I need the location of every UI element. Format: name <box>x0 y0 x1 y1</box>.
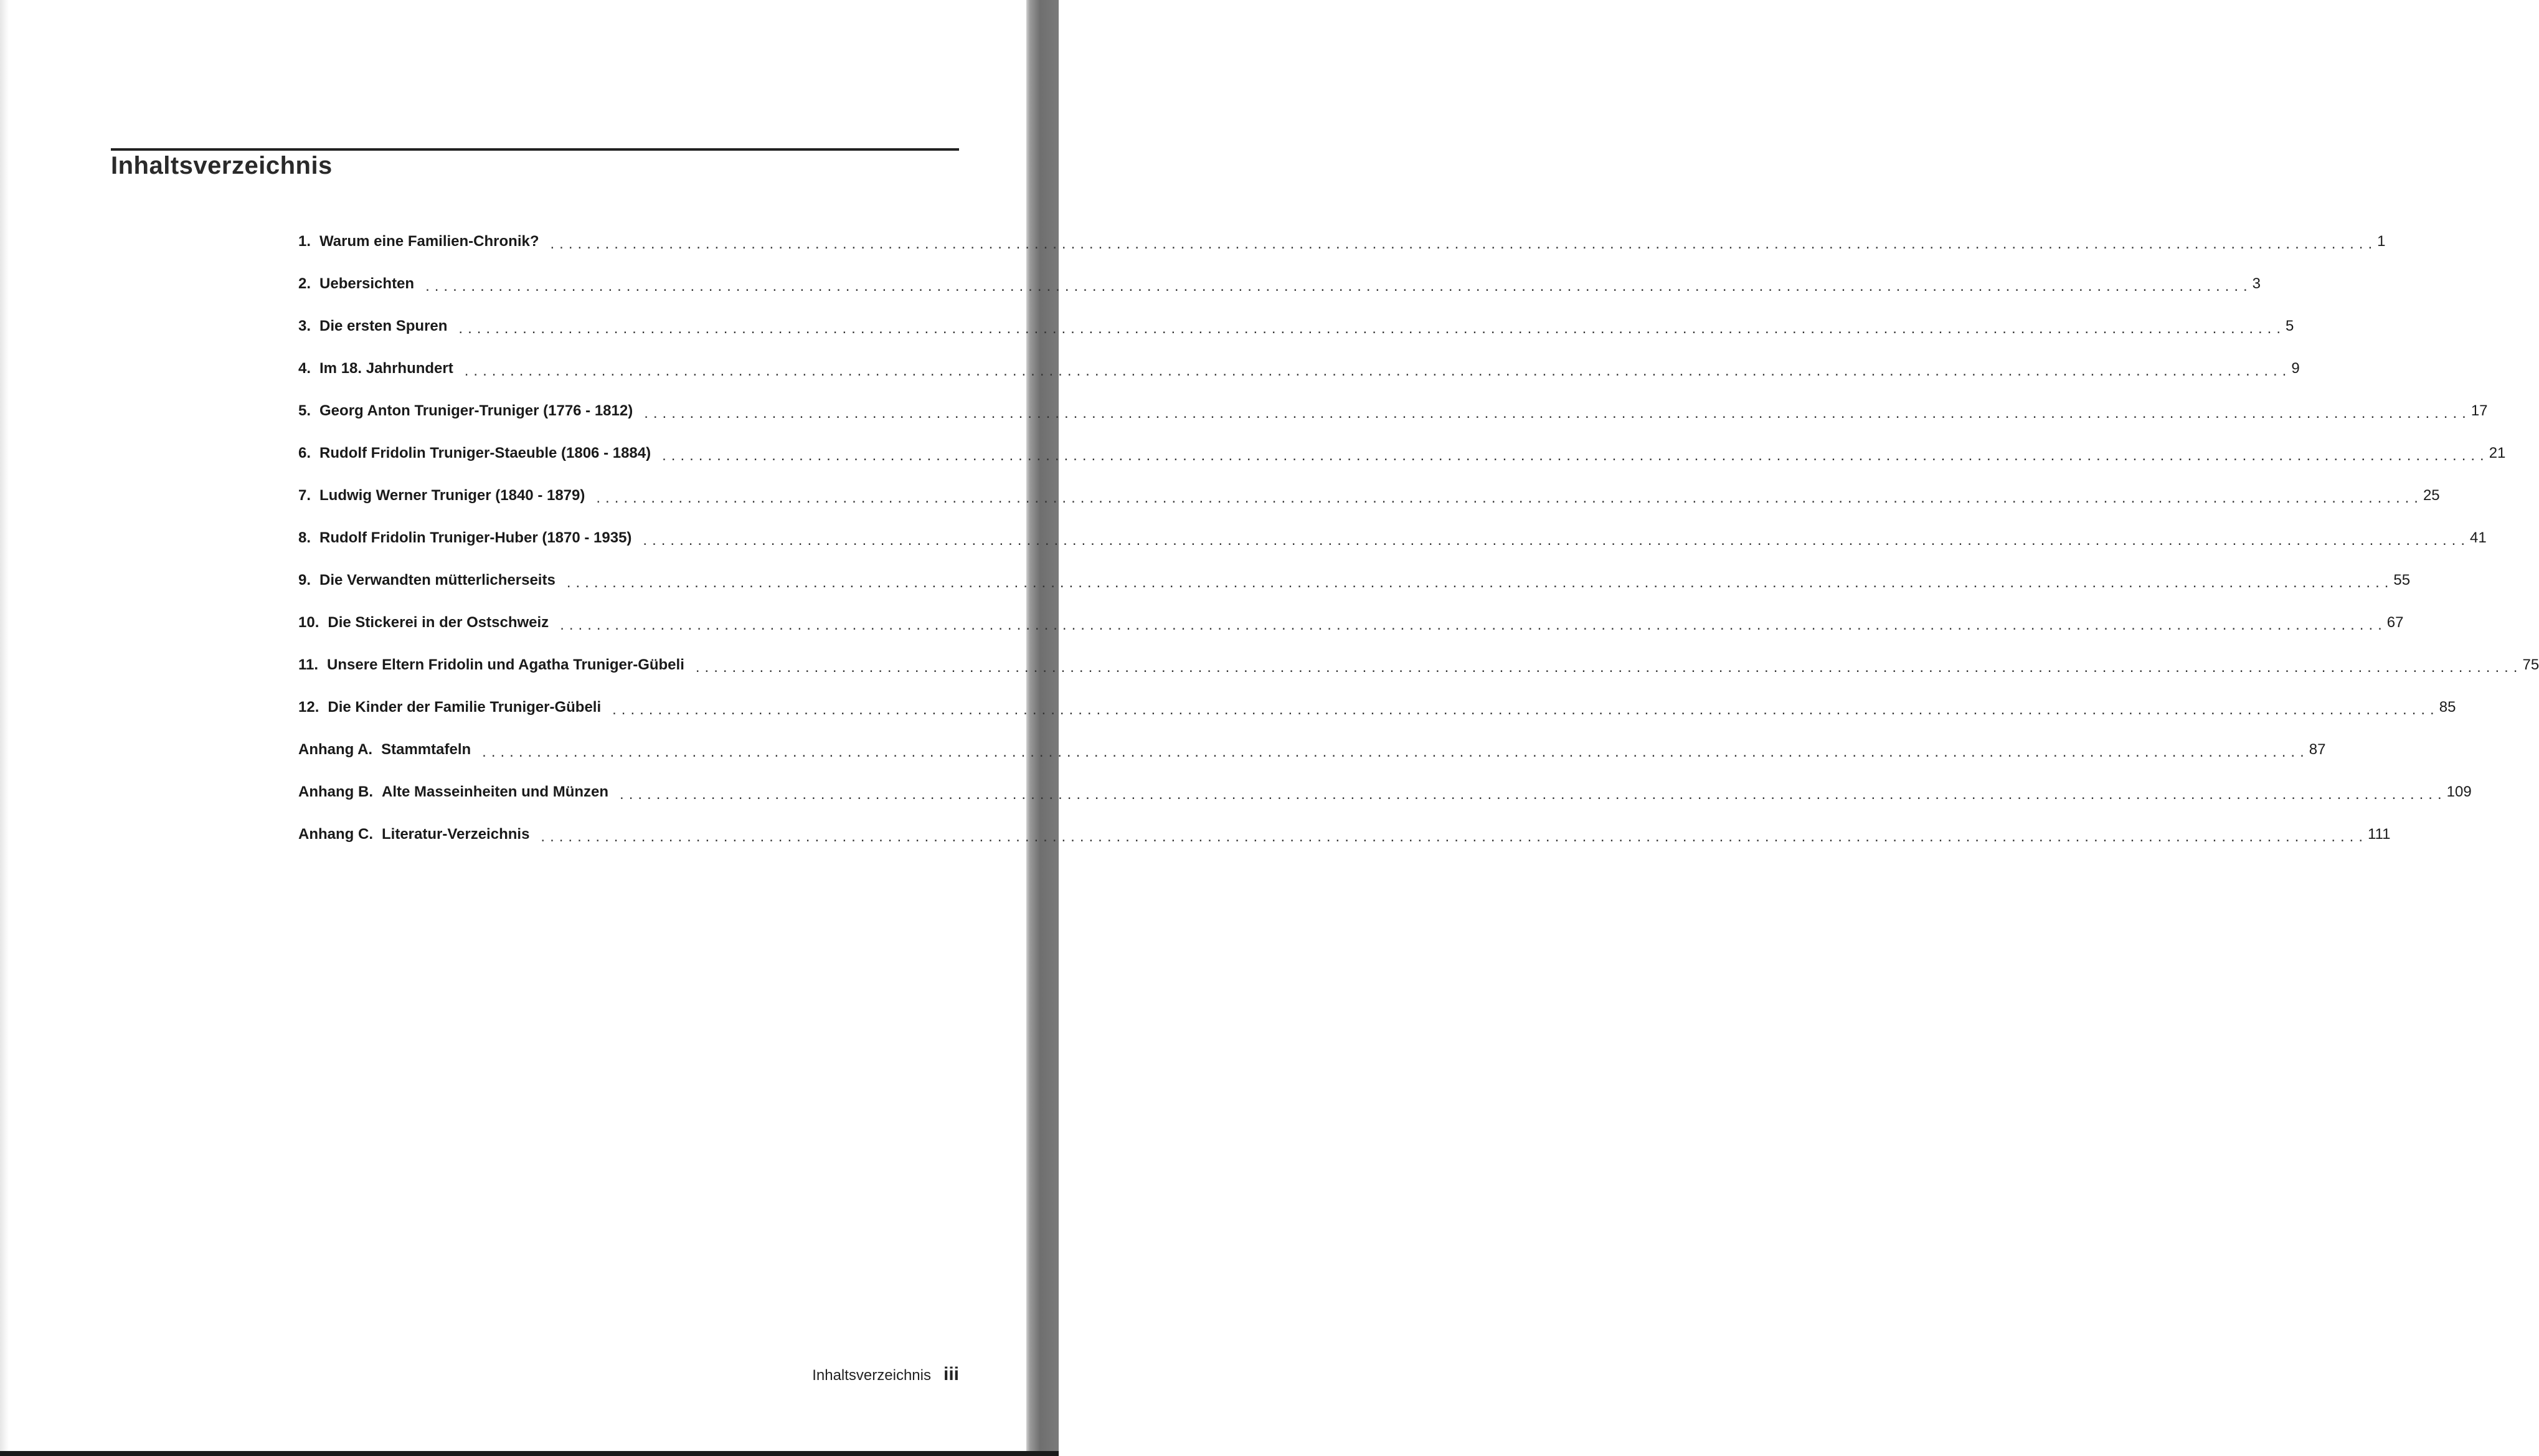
toc-entry-page: 109 <box>2446 783 2472 800</box>
toc-entry-number: Anhang C. <box>298 826 373 843</box>
toc-entry-number: 4. <box>298 360 311 377</box>
title-rule <box>111 148 959 151</box>
toc-entry-number: 12. <box>298 699 319 716</box>
page-title: Inhaltsverzeichnis <box>111 152 333 179</box>
toc-entry-number: Anhang A. <box>298 741 373 758</box>
footer-label: Inhaltsverzeichnis <box>812 1367 931 1384</box>
toc-dot-leader: ........................................................................................................................................................................................................ <box>662 447 2489 464</box>
toc-entry-number: 8. <box>298 529 311 546</box>
toc-entry-page: 111 <box>2368 826 2391 843</box>
toc-entry-title: Georg Anton Truniger-Truniger (1776 - 1812) <box>319 402 633 419</box>
toc-entry-page: 9 <box>2291 360 2300 377</box>
toc-entry-number: Anhang B. <box>298 783 373 800</box>
toc-entry-title: Unsere Eltern Fridolin und Agatha Truniger-Gübeli <box>327 656 684 673</box>
toc-entry <box>298 440 2506 483</box>
toc-entry-number: 6. <box>298 445 311 461</box>
toc-entry-page: 75 <box>2522 656 2539 673</box>
toc-entry <box>298 610 2404 652</box>
toc-dot-leader: ........................................................................................................................................................................................................ <box>458 320 2286 337</box>
toc-entry <box>298 483 2440 525</box>
toc-entry-page: 41 <box>2470 529 2487 546</box>
toc-entry-title: Rudolf Fridolin Truniger-Staeuble (1806 - 1884) <box>319 445 651 461</box>
toc-dot-leader: ........................................................................................................................................................................................................ <box>464 362 2292 379</box>
toc-entry-page: 67 <box>2386 614 2404 631</box>
footer-page-number: iii <box>943 1364 959 1384</box>
toc-entry-title: Die Stickerei in der Ostschweiz <box>328 614 549 631</box>
toc-entry-number: 9. <box>298 572 311 589</box>
toc-entry-number: 10. <box>298 614 319 631</box>
toc-dot-leader: ........................................................................................................................................................................................................ <box>695 659 2523 676</box>
page-bottom-edge <box>0 1451 1059 1456</box>
toc-entry-number: 11. <box>298 656 319 673</box>
toc-dot-leader: ........................................................................................................................................................................................................ <box>643 532 2470 549</box>
toc-entry-title: Warum eine Familien-Chronik? <box>319 233 539 250</box>
toc-entry-title: Die Kinder der Familie Truniger-Gübeli <box>328 699 602 716</box>
toc-dot-leader: ........................................................................................................................................................................................................ <box>596 489 2423 506</box>
toc-dot-leader: ........................................................................................................................................................................................................ <box>541 828 2368 845</box>
toc-entry-title: Literatur-Verzeichnis <box>382 826 530 843</box>
toc-entry <box>298 356 2300 398</box>
toc-entry-number: 7. <box>298 487 311 504</box>
toc-entry <box>298 271 2261 313</box>
toc-entry <box>298 694 2456 737</box>
toc-dot-leader: ........................................................................................................................................................................................................ <box>620 786 2447 803</box>
toc-entry-page: 87 <box>2309 741 2326 758</box>
toc-entry-number: 2. <box>298 275 311 292</box>
toc-entry <box>298 525 2487 567</box>
toc-entry-title: Alte Masseinheiten und Münzen <box>382 783 609 800</box>
toc-entry-title: Rudolf Fridolin Truniger-Huber (1870 - 1935) <box>319 529 632 546</box>
toc-entry-title: Im 18. Jahrhundert <box>319 360 453 377</box>
toc-dot-leader: ........................................................................................................................................................................................................ <box>566 574 2394 591</box>
toc-entry-number: 5. <box>298 402 311 419</box>
toc-entry-title: Die ersten Spuren <box>319 318 448 334</box>
toc-entry-page: 25 <box>2423 487 2440 504</box>
toc-entry-page: 3 <box>2252 275 2261 292</box>
toc-dot-leader: ........................................................................................................................................................................................................ <box>482 744 2309 760</box>
toc-entry-title: Uebersichten <box>319 275 415 292</box>
page-right-edge <box>1026 0 1059 1456</box>
toc-entry-number: 3. <box>298 318 311 334</box>
toc-dot-leader: ........................................................................................................................................................................................................ <box>612 701 2439 718</box>
toc-entry <box>298 821 2391 864</box>
toc-entry <box>298 779 2472 821</box>
toc-entry-title: Die Verwandten mütterlicherseits <box>319 572 556 589</box>
toc-entry-number: 1. <box>298 233 311 250</box>
toc-entry <box>298 398 2488 440</box>
toc-dot-leader: ........................................................................................................................................................................................................ <box>560 617 2387 633</box>
toc-entry-title: Ludwig Werner Truniger (1840 - 1879) <box>319 487 585 504</box>
toc-entry-page: 1 <box>2377 233 2386 250</box>
toc-entry <box>298 229 2386 271</box>
toc-dot-leader: ........................................................................................................................................................................................................ <box>644 405 2471 422</box>
toc-entry-page: 21 <box>2489 445 2506 461</box>
page-footer <box>812 1364 959 1385</box>
page-left-shadow <box>0 0 9 1456</box>
toc-dot-leader: ........................................................................................................................................................................................................ <box>550 235 2378 252</box>
table-of-contents <box>298 229 2539 864</box>
toc-entry <box>298 567 2411 610</box>
toc-entry-title: Stammtafeln <box>381 741 471 758</box>
toc-dot-leader: ........................................................................................................................................................................................................ <box>425 278 2253 295</box>
toc-entry <box>298 737 2326 779</box>
toc-entry-page: 5 <box>2286 318 2294 334</box>
toc-entry <box>298 652 2539 694</box>
toc-entry-page: 55 <box>2393 572 2411 589</box>
toc-entry <box>298 313 2294 356</box>
toc-entry-page: 17 <box>2470 402 2488 419</box>
toc-entry-page: 85 <box>2439 699 2456 716</box>
